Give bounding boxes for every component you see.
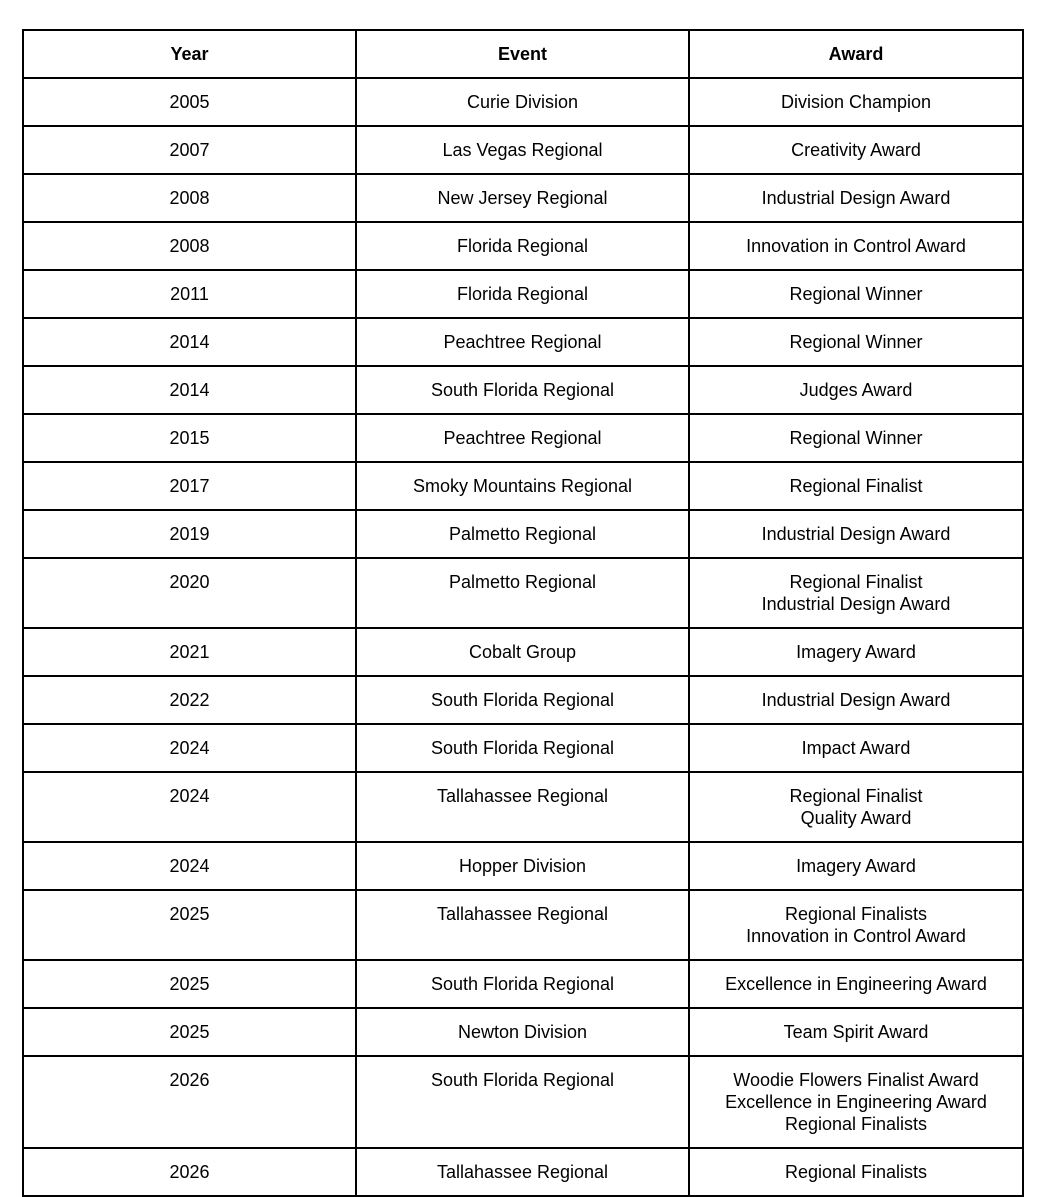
award-line: Team Spirit Award — [783, 1022, 929, 1042]
cell-event: Las Vegas Regional — [356, 126, 689, 174]
cell-award — [689, 174, 1023, 222]
cell-year: 2011 — [23, 270, 356, 318]
cell-year: 2008 — [23, 222, 356, 270]
cell-year: 2005 — [23, 78, 356, 126]
cell-year: 2008 — [23, 174, 356, 222]
cell-year: 2015 — [23, 414, 356, 462]
award-line: Innovation in Control Award — [746, 236, 966, 256]
award-line: Regional Winner — [789, 428, 923, 448]
table-row — [23, 772, 1023, 842]
cell-event: Florida Regional — [356, 222, 689, 270]
cell-award — [689, 414, 1023, 462]
table-row — [23, 676, 1023, 724]
table-row — [23, 1148, 1023, 1196]
cell-award — [689, 366, 1023, 414]
award-line: Woodie Flowers Finalist Award — [733, 1070, 979, 1090]
cell-year: 2014 — [23, 366, 356, 414]
award-line: Excellence in Engineering Award — [725, 974, 987, 994]
table-row — [23, 270, 1023, 318]
cell-award — [689, 558, 1023, 628]
table-row — [23, 78, 1023, 126]
table-row — [23, 126, 1023, 174]
award-line: Judges Award — [799, 380, 913, 400]
cell-year: 2014 — [23, 318, 356, 366]
award-line: Industrial Design Award — [761, 524, 951, 544]
cell-award — [689, 1056, 1023, 1148]
award-line: Creativity Award — [791, 140, 921, 160]
cell-event: Palmetto Regional — [356, 558, 689, 628]
cell-event: Tallahassee Regional — [356, 890, 689, 960]
cell-year: 2026 — [23, 1148, 356, 1196]
table-row — [23, 724, 1023, 772]
table-row — [23, 318, 1023, 366]
cell-award — [689, 960, 1023, 1008]
cell-event: South Florida Regional — [356, 960, 689, 1008]
cell-award — [689, 628, 1023, 676]
award-line: Regional Finalist — [789, 476, 923, 496]
award-line: Imagery Award — [796, 856, 916, 876]
table-row — [23, 366, 1023, 414]
table-row — [23, 510, 1023, 558]
cell-event: Tallahassee Regional — [356, 772, 689, 842]
award-line: Regional Finalist — [789, 786, 923, 806]
cell-event: Smoky Mountains Regional — [356, 462, 689, 510]
cell-year: 2021 — [23, 628, 356, 676]
cell-event: Peachtree Regional — [356, 318, 689, 366]
cell-award — [689, 78, 1023, 126]
header-award: Award — [689, 30, 1023, 78]
cell-award — [689, 676, 1023, 724]
cell-year: 2024 — [23, 724, 356, 772]
award-line: Regional Finalist — [789, 572, 923, 592]
awards-table — [22, 29, 1024, 1197]
cell-event: Tallahassee Regional — [356, 1148, 689, 1196]
table-row — [23, 960, 1023, 1008]
award-line: Industrial Design Award — [761, 188, 951, 208]
cell-year: 2007 — [23, 126, 356, 174]
cell-event: South Florida Regional — [356, 724, 689, 772]
cell-year: 2020 — [23, 558, 356, 628]
cell-event: Peachtree Regional — [356, 414, 689, 462]
cell-award — [689, 890, 1023, 960]
cell-event: South Florida Regional — [356, 366, 689, 414]
award-line: Innovation in Control Award — [746, 926, 966, 946]
table-row — [23, 1056, 1023, 1148]
cell-award — [689, 842, 1023, 890]
cell-award — [689, 462, 1023, 510]
cell-event: Florida Regional — [356, 270, 689, 318]
award-line: Quality Award — [800, 808, 912, 828]
award-line: Industrial Design Award — [761, 690, 951, 710]
header-row — [23, 30, 1023, 78]
award-line: Excellence in Engineering Award — [725, 1092, 987, 1112]
cell-event: New Jersey Regional — [356, 174, 689, 222]
table-row — [23, 414, 1023, 462]
award-line: Division Champion — [780, 92, 932, 112]
cell-year: 2025 — [23, 960, 356, 1008]
award-line: Imagery Award — [796, 642, 916, 662]
cell-award — [689, 1008, 1023, 1056]
cell-event: South Florida Regional — [356, 1056, 689, 1148]
award-line: Industrial Design Award — [761, 594, 951, 614]
table-row — [23, 174, 1023, 222]
award-line: Regional Winner — [789, 284, 923, 304]
cell-year: 2024 — [23, 842, 356, 890]
cell-award — [689, 270, 1023, 318]
cell-award — [689, 772, 1023, 842]
header-event: Event — [356, 30, 689, 78]
table-row — [23, 222, 1023, 270]
cell-year: 2019 — [23, 510, 356, 558]
cell-year: 2024 — [23, 772, 356, 842]
table-row — [23, 462, 1023, 510]
cell-event: Palmetto Regional — [356, 510, 689, 558]
cell-event: Newton Division — [356, 1008, 689, 1056]
award-line: Impact Award — [801, 738, 911, 758]
cell-year: 2025 — [23, 890, 356, 960]
table-row — [23, 842, 1023, 890]
cell-award — [689, 318, 1023, 366]
cell-year: 2017 — [23, 462, 356, 510]
award-line: Regional Finalists — [784, 904, 928, 924]
table-header — [23, 30, 1023, 78]
table-row — [23, 1008, 1023, 1056]
cell-award — [689, 510, 1023, 558]
cell-year: 2026 — [23, 1056, 356, 1148]
header-year: Year — [23, 30, 356, 78]
cell-award — [689, 222, 1023, 270]
cell-event: Curie Division — [356, 78, 689, 126]
cell-year: 2025 — [23, 1008, 356, 1056]
table-row — [23, 558, 1023, 628]
cell-award — [689, 724, 1023, 772]
table-row — [23, 890, 1023, 960]
cell-award — [689, 126, 1023, 174]
cell-event: South Florida Regional — [356, 676, 689, 724]
award-line: Regional Finalists — [784, 1162, 928, 1182]
table-row — [23, 628, 1023, 676]
cell-year: 2022 — [23, 676, 356, 724]
cell-award — [689, 1148, 1023, 1196]
cell-event: Hopper Division — [356, 842, 689, 890]
cell-event: Cobalt Group — [356, 628, 689, 676]
table-body — [23, 78, 1023, 1196]
award-line: Regional Finalists — [784, 1114, 928, 1134]
award-line: Regional Winner — [789, 332, 923, 352]
